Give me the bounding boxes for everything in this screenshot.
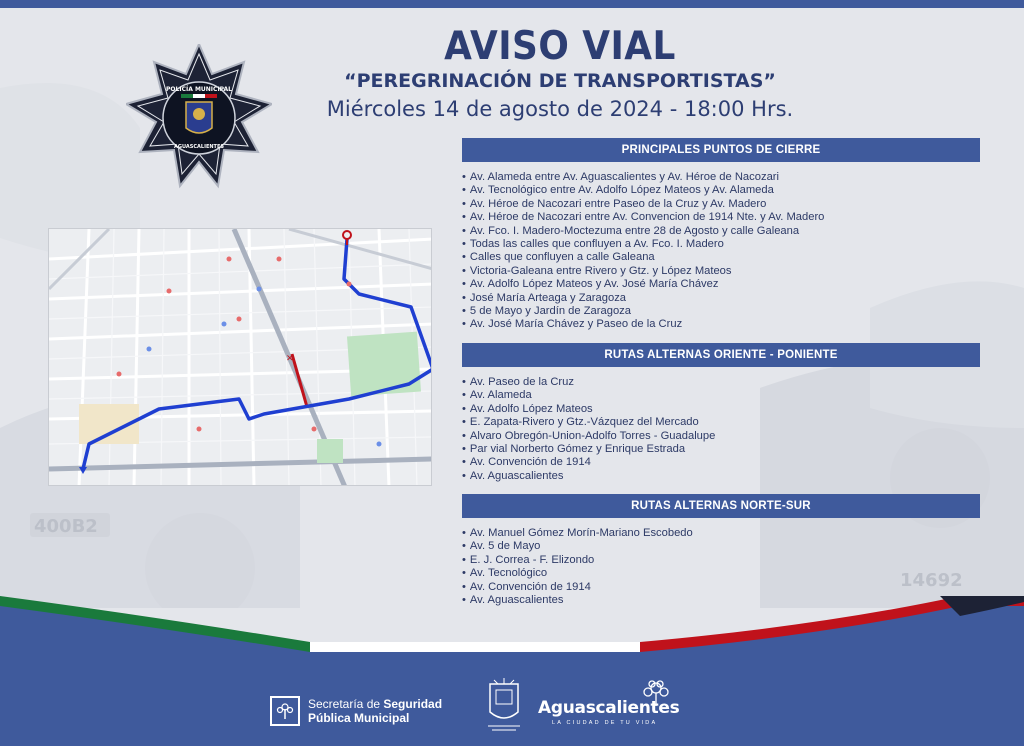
list-item: • José María Arteaga y Zaragoza bbox=[462, 292, 980, 305]
ssp-line1-light: Secretaría de bbox=[308, 697, 384, 711]
list-item: • Av. Adolfo López Mateos y Av. José María Chávez bbox=[462, 278, 980, 291]
list-item: • Av. Alameda bbox=[462, 389, 980, 402]
list-item: • Av. Tecnológico bbox=[462, 567, 980, 580]
list-item: • Av. Adolfo López Mateos bbox=[462, 403, 980, 416]
list-item: • Av. Manuel Gómez Morín-Mariano Escobedo bbox=[462, 527, 980, 540]
east-west-header: RUTAS ALTERNAS ORIENTE - PONIENTE bbox=[462, 343, 980, 367]
svg-text:14692: 14692 bbox=[900, 570, 963, 591]
list-item: • E. J. Correa - F. Elizondo bbox=[462, 554, 980, 567]
list-item: • 5 de Mayo y Jardín de Zaragoza bbox=[462, 305, 980, 318]
list-item: • Av. Héroe de Nacozari entre Paseo de la Cruz y Av. Madero bbox=[462, 198, 980, 211]
svg-text:400B2: 400B2 bbox=[34, 516, 98, 537]
aguascalientes-logo bbox=[538, 680, 688, 730]
tree-icon bbox=[270, 696, 300, 726]
list-item: • Todas las calles que confluyen a Av. Fco. I. Madero bbox=[462, 238, 980, 251]
ssp-line1-bold: Seguridad bbox=[383, 697, 443, 711]
event-subtitle: “PEREGRINACIÓN DE TRANSPORTISTAS” bbox=[344, 70, 776, 92]
list-item: • Av. Convención de 1914 bbox=[462, 581, 980, 594]
svg-text:✕: ✕ bbox=[286, 354, 294, 364]
list-item: • Calles que confluyen a calle Galeana bbox=[462, 251, 980, 264]
police-badge bbox=[126, 44, 272, 190]
list-item: • Av. Héroe de Nacozari entre Av. Convencion de 1914 Nte. y Av. Madero bbox=[462, 211, 980, 224]
svg-text:POLICÍA MUNICIPAL: POLICÍA MUNICIPAL bbox=[166, 86, 232, 93]
header bbox=[280, 26, 840, 124]
list-item: • Av. Aguascalientes bbox=[462, 594, 980, 607]
list-item: • Victoria-Galeana entre Rivero y Gtz. y López Mateos bbox=[462, 265, 980, 278]
closures-header: PRINCIPALES PUNTOS DE CIERRE bbox=[462, 138, 980, 162]
list-item: • Av. Convención de 1914 bbox=[462, 456, 980, 469]
east-west-list bbox=[462, 376, 980, 483]
svg-text:AGUASCALIENTES: AGUASCALIENTES bbox=[174, 144, 224, 150]
municipal-seal-icon bbox=[484, 678, 524, 736]
list-item: • Av. Tecnológico entre Av. Adolfo López Mateos y Av. Alameda bbox=[462, 184, 980, 197]
list-item: • Av. Aguascalientes bbox=[462, 470, 980, 483]
flag-wave bbox=[0, 596, 1024, 666]
closures-section bbox=[462, 138, 980, 332]
list-item: • Av. 5 de Mayo bbox=[462, 540, 980, 553]
north-south-routes-section bbox=[462, 494, 980, 607]
north-south-header: RUTAS ALTERNAS NORTE-SUR bbox=[462, 494, 980, 518]
list-item: • Av. Alameda entre Av. Aguascalientes y Av. Héroe de Nacozari bbox=[462, 171, 980, 184]
top-stripe bbox=[0, 0, 1024, 8]
list-item: • Av. Fco. I. Madero-Moctezuma entre 28 de Agosto y calle Galeana bbox=[462, 225, 980, 238]
list-item: • Par vial Norberto Gómez y Enrique Estrada bbox=[462, 443, 980, 456]
list-item: • E. Zapata-Rivero y Gtz.-Vázquez del Mercado bbox=[462, 416, 980, 429]
ssp-line2: Pública Municipal bbox=[308, 711, 410, 725]
aguascalientes-tagline: LA CIUDAD DE TU VIDA bbox=[552, 720, 658, 726]
closures-list bbox=[462, 171, 980, 332]
aguascalientes-wordmark: Aguascalientes bbox=[538, 698, 680, 718]
list-item: • Alvaro Obregón-Union-Adolfo Torres - Guadalupe bbox=[462, 430, 980, 443]
list-item: • Av. Paseo de la Cruz bbox=[462, 376, 980, 389]
event-date: Miércoles 14 de agosto de 2024 - 18:00 Hrs. bbox=[326, 97, 794, 121]
east-west-routes-section bbox=[462, 343, 980, 483]
route-map bbox=[48, 228, 432, 486]
page-title: AVISO VIAL bbox=[444, 24, 676, 69]
list-item: • Av. José María Chávez y Paseo de la Cruz bbox=[462, 318, 980, 331]
ssp-logo bbox=[270, 696, 442, 726]
